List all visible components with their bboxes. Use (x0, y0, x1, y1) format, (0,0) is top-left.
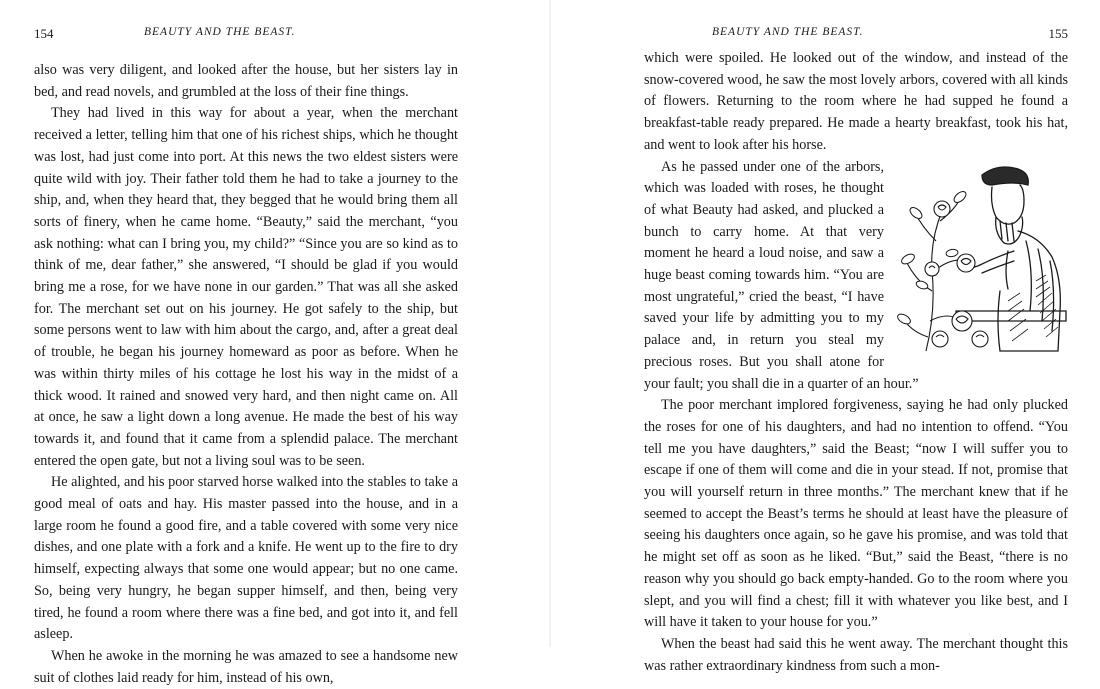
running-head: BEAUTY AND THE BEAST. (144, 26, 296, 38)
paragraph: They had lived in this way for about a year, when the merchant received a letter, telling him that one of his richest ships, which he thought was lost, had just come into port. At this news the two eldest sisters were quite wild with joy. Their father told them he had to take a journey to the ship, and, when they heard that, they begged that he would bring them all sorts of finery, when he came home. “Beauty,” said the merchant, “you ask nothing: what can I bring you, my child?” “Since you are so kind as to think of me, dear father,” she answered, “I should be glad if you would bring me a rose, for we have none in our garden.” That was all she asked for. The merchant set out on his journey. He got safely to the ship, but some persons went to law with him about the cargo, and, after a great deal of trouble, he began his journey homeward as poor as before. When he was within thirty miles of his cottage he lost his way in the midst of a thick wood. It rained and snowed very hard, and then night came on. All at once, he saw a light down a long avenue. He made the best of his way towards it, and found that it came from a splendid palace. The merchant entered the open gate, but not a living soul was to be seen. (34, 105, 458, 469)
paragraph: When the beast had said this he went away. The merchant thought this was rather extraordinary kindness from such a mon- (644, 635, 1068, 674)
page-header (644, 26, 1068, 46)
page-number: 154 (34, 26, 54, 41)
running-head: BEAUTY AND THE BEAST. (712, 26, 864, 38)
paragraph: He alighted, and his poor starved horse walked into the stables to take a good meal of oats and hay. His master passed into the house, and in a large room he found a good fire, and a table covered with some very nice dishes, and one plate with a fork and a knife. He went up to the fire to dry himself, expecting always that some one would appear; but no one came. So, being very hungry, he began supper himself, and then, being very tired, he found a room where there was a fine bed, and got into it, and fell asleep. (34, 474, 458, 643)
paragraph: When he awoke in the morning he was amazed to see a handsome new suit of clothes laid ready for him, instead of his own, (34, 647, 458, 686)
merchant-and-roses-illustration (896, 161, 1068, 357)
body-text (644, 48, 1068, 677)
engraving-image (896, 161, 1068, 357)
paragraph: which were spoiled. He looked out of the window, and instead of the snow-covered wood, he saw the most lovely arbors, covered with all kinds of flowers. Returning to the room where he had supped he found a breakfast-table ready prepared. He made a hearty breakfast, took his hat, and went to look after his horse. (644, 50, 1068, 153)
page-number: 155 (1048, 26, 1068, 41)
paragraph: The poor merchant implored forgiveness, saying he had only plucked the roses for one of his daughters, and had no intention to offend. “You tell me you have daughters,” said the Beast; “now I will suffer you to escape if one of them will come and die in your stead. If not, promise that you will yourself return in three months.” The merchant knew that if he seemed to accept the Beast’s terms he should at least have the pleasure of seeing his daughters once again, so he gave his promise, and was told that he might set off as soon as he liked. “But,” said the Beast, “there is no reason why you should go back empty-handed. Go to the room where you slept, and you will find a chest; fill it with whatever you like best, and I will have it taken to your house for you.” (644, 397, 1068, 631)
paragraph: As he passed under one of the arbors, which was loaded with roses, he thought of what Beauty had asked, and plucked a bunch to carry home. At that very moment he heard a loud noise, and saw a huge beast coming towards him. “You are most ungrateful,” cried the beast, “I have saved your life by admitting you to my palace and, in return you steal my precious roses. But you shall atone for your fault; you shall die in a quarter of an hour.” (644, 158, 919, 392)
right-page (550, 0, 1100, 674)
body-text (34, 60, 458, 689)
page-header (34, 26, 458, 46)
paragraph: also was very diligent, and looked after the house, but her sisters lay in bed, and read novels, and grumbled at the loss of their fine things. (34, 62, 458, 100)
left-page (0, 0, 550, 686)
